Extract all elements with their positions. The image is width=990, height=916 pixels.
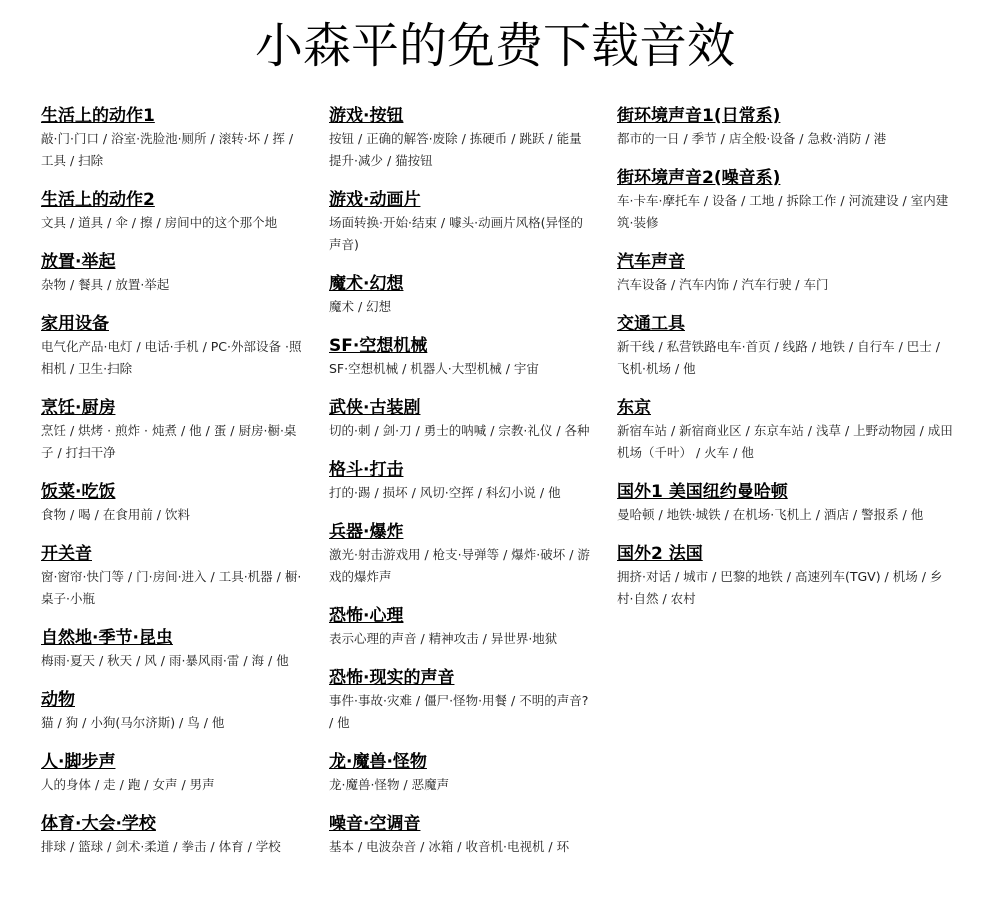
category-subitems: 文具 / 道具 / 伞 / 擦 / 房间中的这个那个地 (41, 215, 278, 230)
category-block (41, 188, 303, 234)
category-block (329, 666, 591, 734)
category-block (41, 542, 303, 610)
category-subitems: 汽车设备 / 汽车内饰 / 汽车行驶 / 车门 (617, 277, 829, 292)
category-subitems: 切的·刺 / 剑·刀 / 勇士的呐喊 / 宗教·礼仪 / 各种 (329, 423, 590, 438)
category-subitems: 场面转换·开始·结束 / 噱头·动画片风格(异怪的声音) (329, 215, 583, 252)
category-link[interactable]: 噪音·空调音 (329, 814, 421, 834)
category-link[interactable]: 东京 (617, 398, 651, 418)
category-block (41, 396, 303, 464)
category-link[interactable]: 游戏·动画片 (329, 190, 421, 210)
category-block (329, 396, 591, 442)
category-block (617, 480, 953, 526)
category-block (329, 750, 591, 796)
category-subitems: 排球 / 篮球 / 剑术·柔道 / 拳击 / 体育 / 学校 (41, 839, 281, 854)
category-subitems: SF·空想机械 / 机器人·大型机械 / 宇宙 (329, 361, 539, 376)
category-subitems: 按钮 / 正确的解答·废除 / 拣硬币 / 跳跃 / 能量提升·减少 / 猫按钮 (329, 131, 582, 168)
category-block (329, 812, 591, 858)
category-block (329, 520, 591, 588)
category-link[interactable]: 街环境声音2(噪音系) (617, 168, 781, 188)
category-block (41, 688, 303, 734)
category-block (329, 604, 591, 650)
category-subitems: 电气化产品·电灯 / 电话·手机 / PC·外部设备 ·照相机 / 卫生·扫除 (41, 339, 302, 376)
category-block (41, 750, 303, 796)
category-subitems: 打的·踢 / 损坏 / 风切·空挥 / 科幻小说 / 他 (329, 485, 561, 500)
category-link[interactable]: 饭菜·吃饭 (41, 482, 116, 502)
category-block (329, 188, 591, 256)
category-link[interactable]: 家用设备 (41, 314, 109, 334)
category-link[interactable]: 格斗·打击 (329, 460, 404, 480)
category-block (41, 104, 303, 172)
category-block (329, 104, 591, 172)
category-block (41, 312, 303, 380)
category-link[interactable]: 汽车声音 (617, 252, 685, 272)
category-subitems: 新宿车站 / 新宿商业区 / 东京车站 / 浅草 / 上野动物园 / 成田机场（千叶） / 火车 / 他 (617, 423, 953, 460)
category-column-right (617, 104, 953, 626)
category-link[interactable]: 放置·举起 (41, 252, 116, 272)
category-subitems: 杂物 / 餐具 / 放置·举起 (41, 277, 170, 292)
category-link[interactable]: 烹饪·厨房 (41, 398, 116, 418)
category-link[interactable]: 游戏·按钮 (329, 106, 404, 126)
category-subitems: 都市的一日 / 季节 / 店全般·设备 / 急救·消防 / 港 (617, 131, 887, 146)
category-link[interactable]: 开关音 (41, 544, 92, 564)
category-block (617, 166, 953, 234)
category-subitems: 敲·门·门口 / 浴室·洗脸池·厕所 / 滚转·坏 / 挥 / 工具 / 扫除 (41, 131, 294, 168)
category-block (329, 458, 591, 504)
category-subitems: 曼哈顿 / 地铁·城铁 / 在机场·飞机上 / 酒店 / 警报系 / 他 (617, 507, 924, 522)
category-subitems: 人的身体 / 走 / 跑 / 女声 / 男声 (41, 777, 215, 792)
category-subitems: 猫 / 狗 / 小狗(马尔济斯) / 鸟 / 他 (41, 715, 225, 730)
category-subitems: 激光·射击游戏用 / 枪支·导弹等 / 爆炸·破坏 / 游戏的爆炸声 (329, 547, 590, 584)
category-subitems: 新干线 / 私营铁路电车·首页 / 线路 / 地铁 / 自行车 / 巴士 / 飞机·机场 / 他 (617, 339, 940, 376)
category-subitems: 梅雨·夏天 / 秋天 / 风 / 雨·暴风雨·雷 / 海 / 他 (41, 653, 289, 668)
category-subitems: 烹饪 / 烘烤 · 煎炸 · 炖煮 / 他 / 蛋 / 厨房·橱·桌子 / 打扫干净 (41, 423, 297, 460)
category-block (41, 480, 303, 526)
category-column-middle (329, 104, 591, 874)
category-subitems: 车·卡车·摩托车 / 设备 / 工地 / 拆除工作 / 河流建设 / 室内建筑·装修 (617, 193, 949, 230)
category-subitems: 事件·事故·灾难 / 僵尸·怪物·用餐 / 不明的声音? / 他 (329, 693, 589, 730)
category-link[interactable]: 交通工具 (617, 314, 685, 334)
category-link[interactable]: 龙·魔兽·怪物 (329, 752, 427, 772)
category-column-left (41, 104, 303, 874)
category-subitems: 魔术 / 幻想 (329, 299, 392, 314)
category-block (41, 812, 303, 858)
category-block (617, 104, 953, 150)
category-subitems: 食物 / 喝 / 在食用前 / 饮料 (41, 507, 190, 522)
category-link[interactable]: 人·脚步声 (41, 752, 116, 772)
category-link[interactable]: 体育·大会·学校 (41, 814, 156, 834)
category-subitems: 窗·窗帘·快门等 / 门·房间·进入 / 工具·机器 / 橱·桌子·小瓶 (41, 569, 302, 606)
category-link[interactable]: 恐怖·现实的声音 (329, 668, 455, 688)
category-link[interactable]: 生活上的动作1 (41, 106, 155, 126)
category-link[interactable]: 武侠·古装剧 (329, 398, 421, 418)
category-block (329, 334, 591, 380)
category-link[interactable]: 动物 (41, 690, 75, 710)
category-block (41, 626, 303, 672)
category-subitems: 龙·魔兽·怪物 / 恶魔声 (329, 777, 450, 792)
page-title: 小森平的免费下载音效 (254, 18, 735, 74)
category-block (617, 542, 953, 610)
category-subitems: 表示心理的声音 / 精神攻击 / 异世界·地狱 (329, 631, 558, 646)
category-block (617, 396, 953, 464)
category-block (329, 272, 591, 318)
category-link[interactable]: 魔术·幻想 (329, 274, 404, 294)
category-link[interactable]: 自然地·季节·昆虫 (41, 628, 173, 648)
category-link[interactable]: 国外1 美国纽约曼哈顿 (617, 482, 788, 502)
category-block (617, 250, 953, 296)
category-subitems: 拥挤·对话 / 城市 / 巴黎的地铁 / 高速列车(TGV) / 机场 / 乡村·自然 / 农村 (617, 569, 943, 606)
category-link[interactable]: 兵器·爆炸 (329, 522, 404, 542)
category-subitems: 基本 / 电波杂音 / 冰箱 / 收音机·电视机 / 环 (329, 839, 570, 854)
category-block (41, 250, 303, 296)
category-link[interactable]: 街环境声音1(日常系) (617, 106, 781, 126)
category-link[interactable]: 国外2 法国 (617, 544, 703, 564)
category-block (617, 312, 953, 380)
category-link[interactable]: SF·空想机械 (329, 336, 428, 356)
category-link[interactable]: 恐怖·心理 (329, 606, 404, 626)
category-link[interactable]: 生活上的动作2 (41, 190, 155, 210)
